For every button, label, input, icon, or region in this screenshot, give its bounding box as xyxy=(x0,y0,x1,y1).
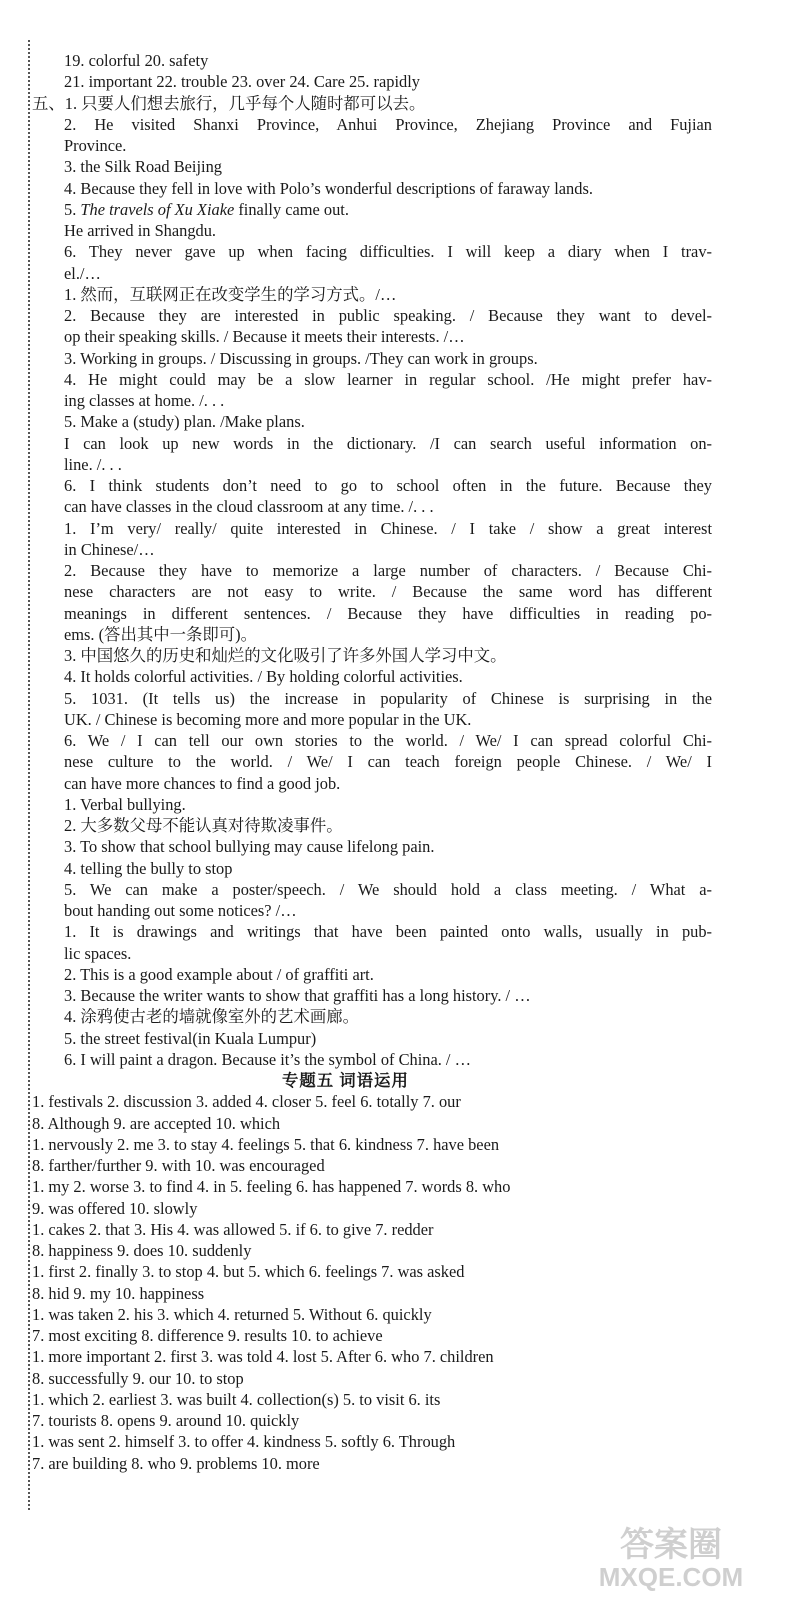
answer-line: 7. are building 8. who 9. problems 10. more xyxy=(32,1453,320,1473)
answer-line: He arrived in Shangdu. xyxy=(64,221,217,240)
answer-line: 1. which 2. earliest 3. was built 4. collection(s) 5. to visit 6. its xyxy=(32,1389,441,1409)
answer-line: 7. most exciting 8. difference 9. results 10. to achieve xyxy=(32,1326,383,1345)
answer-line: 5. Make a (study) plan. /Make plans. xyxy=(64,412,305,432)
answer-line: in Chinese/… xyxy=(64,539,155,559)
answer-line: UK. / Chinese is becoming more and more popular in the UK. xyxy=(64,709,472,729)
answer-line: ems. (答出其中一条即可)。 xyxy=(64,624,258,644)
answer-line: nese characters are not easy to write. / Because the same word has different xyxy=(64,582,712,602)
answer-key-content xyxy=(32,50,712,1474)
answer-line: can have more chances to find a good job. xyxy=(64,773,341,793)
answer-line: 1. festivals 2. discussion 3. added 4. closer 5. feel 6. totally 7. our xyxy=(32,1092,461,1112)
answer-line: 8. happiness 9. does 10. suddenly xyxy=(32,1241,252,1260)
answer-line: 8. farther/further 9. with 10. was encouraged xyxy=(32,1156,325,1175)
answer-line: 1. 然而，互联网正在改变学生的学习方式。/… xyxy=(64,284,397,304)
answer-line: 1. nervously 2. me 3. to stay 4. feelings 5. that 6. kindness 7. have been xyxy=(32,1134,500,1154)
answer-line: 3. Because the writer wants to show that graffiti has a long history. / … xyxy=(64,986,531,1005)
answer-line: 7. tourists 8. opens 9. around 10. quickly xyxy=(32,1411,300,1430)
answer-line: nese culture to the world. / We/ I can teach foreign people Chinese. / We/ I xyxy=(64,752,712,772)
answer-line: 4. It holds colorful activities. / By holding colorful activities. xyxy=(64,667,463,687)
answer-line: 1. It is drawings and writings that have been painted onto walls, usually in pub- xyxy=(64,922,712,942)
answer-line: can have classes in the cloud classroom at any time. /. . . xyxy=(64,497,434,517)
binding-margin-line xyxy=(28,40,30,1510)
answer-line: lic spaces. xyxy=(64,943,132,963)
answer-line: I can look up new words in the dictionary. /I can search useful information on- xyxy=(64,433,712,453)
answer-line: 1. more important 2. first 3. was told 4. lost 5. After 6. who 7. children xyxy=(32,1347,494,1367)
answer-line: 4. He might could may be a slow learner in regular school. /He might prefer hav- xyxy=(64,369,712,389)
answer-line: 1. was sent 2. himself 3. to offer 4. kindness 5. softly 6. Through xyxy=(32,1432,456,1452)
answer-line: 4. telling the bully to stop xyxy=(64,858,233,878)
answer-line: op their speaking skills. / Because it meets their interests. /… xyxy=(64,327,465,347)
answer-line: 五、1. 只要人们想去旅行，几乎每个人随时都可以去。 xyxy=(32,93,426,113)
answer-line: 2. 大多数父母不能认真对待欺凌事件。 xyxy=(64,816,343,835)
answer-line: 4. Because they fell in love with Polo’s wonderful descriptions of faraway lands. xyxy=(64,178,593,198)
answer-line: el./… xyxy=(64,263,101,283)
answer-line: ing classes at home. /. . . xyxy=(64,391,225,410)
answer-line: 5. the street festival(in Kuala Lumpur) xyxy=(64,1028,317,1048)
answer-line: 2. Because they have to memorize a large number of characters. / Because Chi- xyxy=(64,561,712,580)
answer-line: 19. colorful 20. safety xyxy=(64,51,209,70)
answer-line: 6. I will paint a dragon. Because it’s the symbol of China. / … xyxy=(64,1049,471,1069)
answer-line: 9. was offered 10. slowly xyxy=(32,1198,198,1218)
answer-line: 1. was taken 2. his 3. which 4. returned 5. Without 6. quickly xyxy=(32,1304,432,1324)
answer-line: meanings in different sentences. / Because they have difficulties in reading po- xyxy=(64,603,712,623)
answer-line: 3. 中国悠久的历史和灿烂的文化吸引了许多外国人学习中文。 xyxy=(64,646,507,665)
watermark-url: MXQE.COM xyxy=(598,1562,744,1592)
answer-line: 2. He visited Shanxi Province, Anhui Province, Zhejiang Province and Fujian xyxy=(64,114,712,134)
section-title-text: 专题五 词语运用 xyxy=(282,1071,409,1090)
answer-line: 2. This is a good example about / of graffiti art. xyxy=(64,964,374,984)
answer-line: line. /. . . xyxy=(64,454,122,474)
answer-line: 6. They never gave up when facing difficulties. I will keep a diary when I trav- xyxy=(64,242,712,262)
section-title xyxy=(32,1070,712,1091)
answer-line: bout handing out some notices? /… xyxy=(64,901,297,920)
answer-line: 1. Verbal bullying. xyxy=(64,794,186,814)
answer-line: 8. Although 9. are accepted 10. which xyxy=(32,1113,281,1133)
answer-line: 21. important 22. trouble 23. over 24. Care 25. rapidly xyxy=(64,72,420,92)
answer-line: 6. We / I can tell our own stories to the world. / We/ I can spread colorful Chi- xyxy=(64,731,712,750)
answer-line: Province. xyxy=(64,136,127,155)
answer-line: 1. my 2. worse 3. to find 4. in 5. feeling 6. has happened 7. words 8. who xyxy=(32,1177,511,1197)
book-title: The travels of Xu Xiake xyxy=(80,199,235,219)
answer-line: 5. 1031. (It tells us) the increase in popularity of Chinese is surprising in the xyxy=(64,688,712,708)
answer-line: 1. first 2. finally 3. to stop 4. but 5. which 6. feelings 7. was asked xyxy=(32,1262,465,1282)
answer-line: 5. The travels of Xu Xiake finally came out. xyxy=(64,199,349,219)
answer-line: 8. successfully 9. our 10. to stop xyxy=(32,1368,244,1388)
answer-line: 1. I’m very/ really/ quite interested in Chinese. / I take / show a great interest xyxy=(64,518,712,538)
answer-line: 2. Because they are interested in public speaking. / Because they want to devel- xyxy=(64,306,712,325)
answer-line: 4. 涂鸦使古老的墙就像室外的艺术画廊。 xyxy=(64,1007,360,1027)
watermark-logo xyxy=(561,1522,781,1592)
answer-line: 3. To show that school bullying may cause lifelong pain. xyxy=(64,837,435,857)
answer-line: 8. hid 9. my 10. happiness xyxy=(32,1283,205,1303)
answer-line: 3. Working in groups. / Discussing in groups. /They can work in groups. xyxy=(64,348,538,368)
answer-line: 3. the Silk Road Beijing xyxy=(64,157,222,177)
watermark-logo-text: 答案圈 xyxy=(620,1526,722,1564)
answer-line: 5. We can make a poster/speech. / We should hold a class meeting. / What a- xyxy=(64,879,712,899)
answer-line: 1. cakes 2. that 3. His 4. was allowed 5. if 6. to give 7. redder xyxy=(32,1219,434,1239)
answer-line: 6. I think students don’t need to go to school often in the future. Because they xyxy=(64,476,712,495)
